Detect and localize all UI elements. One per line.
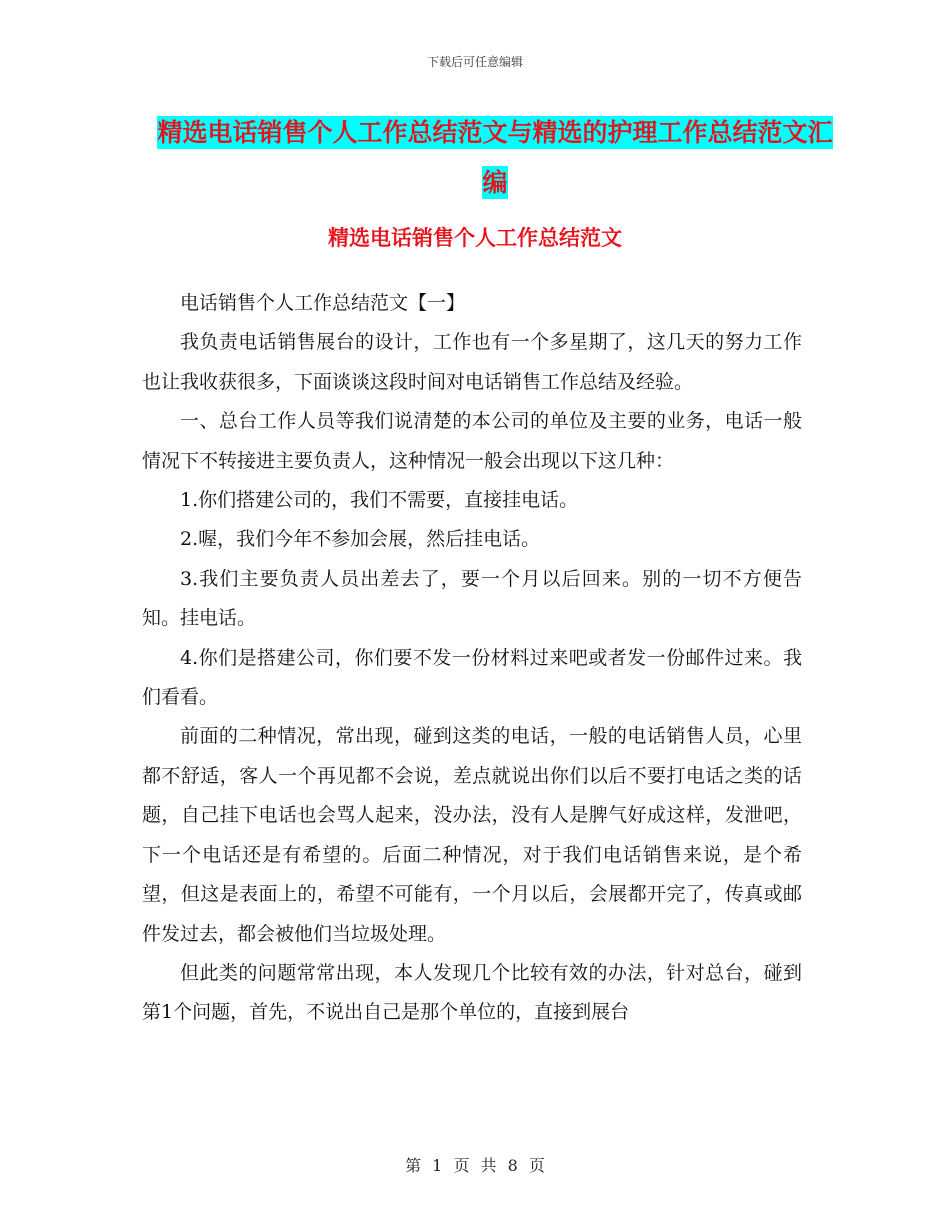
- page-footer: 第 1 页 共 8 页: [405, 1156, 545, 1175]
- document-title-text: 精选电话销售个人工作总结范文与精选的护理工作总结范文汇编: [157, 118, 833, 197]
- paragraph: 前面的二种情况，常出现，碰到这类的电话，一般的电话销售人员，心里都不舒适，客人一个再见都不会说，差点就说出你们以后不要打电话之类的话题，自己挂下电话也会骂人起来，没办法，没有人是脾气好成这样，发泄吧，下一个电话还是有希望的。后面二种情况，对于我们电话销售来说，是个希望，但这是表面上的，希望不可能有，一个月以后，会展都开完了，传真或邮件发过去，都会被他们当垃圾处理。: [142, 725, 802, 945]
- paragraph: 但此类的问题常常出现，本人发现几个比较有效的办法，针对总台，碰到第1个问题，首先，不说出自己是那个单位的，直接到展台: [142, 961, 802, 1024]
- paragraph: 3.我们主要负责人员出差去了，要一个月以后回来。别的一切不方便告知。挂电话。: [142, 567, 802, 630]
- body-text: [142, 284, 802, 1033]
- header-note: 下载后可任意编辑: [426, 55, 523, 69]
- paragraph: 电话销售个人工作总结范文【一】: [180, 292, 466, 314]
- paragraph: 1.你们搭建公司的，我们不需要，直接挂电话。: [180, 489, 579, 512]
- paragraph: 我负责电话销售展台的设计，工作也有一个多星期了，这几天的努力工作也让我收获很多，下面谈谈这段时间对电话销售工作总结及经验。: [142, 331, 802, 393]
- document-title: [150, 108, 840, 208]
- section-title: 精选电话销售个人工作总结范文: [328, 225, 622, 250]
- paragraph: 4.你们是搭建公司，你们要不发一份材料过来吧或者发一份邮件过来。我们看看。: [142, 646, 802, 709]
- paragraph: 一、总台工作人员等我们说清楚的本公司的单位及主要的业务，电话一般情况下不转接进主要负责人，这种情况一般会出现以下这几种：: [142, 410, 802, 472]
- paragraph: 2.喔，我们今年不参加会展，然后挂电话。: [180, 528, 541, 551]
